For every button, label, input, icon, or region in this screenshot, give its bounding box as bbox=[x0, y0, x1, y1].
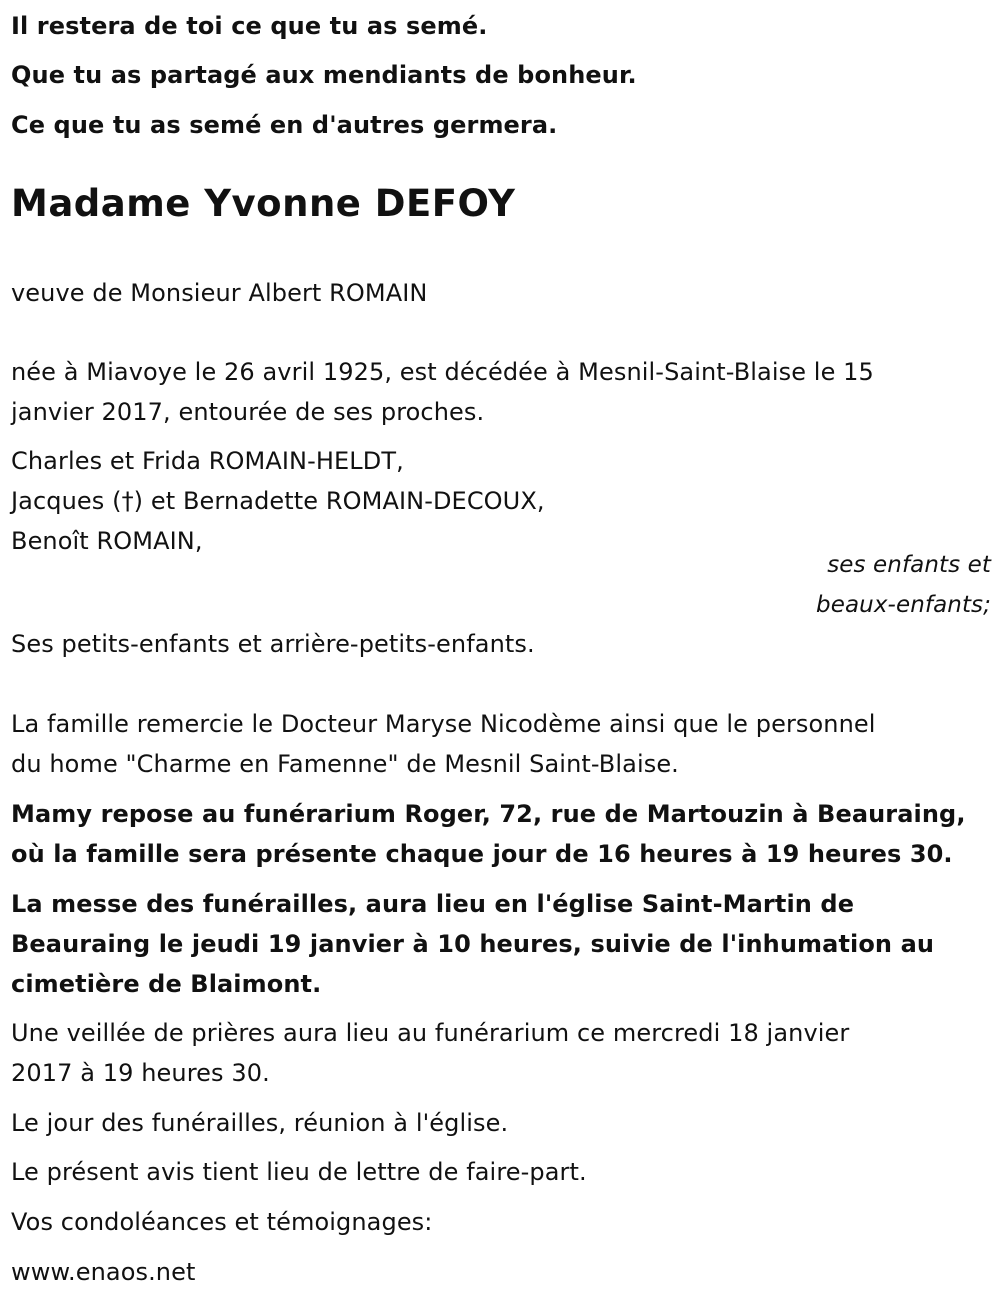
vigil-line-1: Une veillée de prières aura lieu au funérarium ce mercredi 18 janvier bbox=[11, 1019, 850, 1047]
poem-line-3: Ce que tu as semé en d'autres germera. bbox=[11, 111, 558, 139]
mass-line-3: cimetière de Blaimont. bbox=[11, 970, 322, 998]
spouse-line: veuve de Monsieur Albert ROMAIN bbox=[11, 279, 428, 307]
family-role-line-1: ses enfants et bbox=[827, 552, 991, 578]
family-role-line-2: beaux-enfants; bbox=[816, 592, 991, 618]
thanks-line-1: La famille remercie le Docteur Maryse Nicodème ainsi que le personnel bbox=[11, 710, 876, 738]
mass-line-2: Beauraing le jeudi 19 janvier à 10 heures, suivie de l'inhumation au bbox=[11, 930, 935, 958]
meeting-line: Le jour des funérailles, réunion à l'église. bbox=[11, 1109, 509, 1137]
website-link[interactable]: www.enaos.net bbox=[11, 1258, 196, 1286]
family-line-1: Charles et Frida ROMAIN-HELDT, bbox=[11, 447, 404, 475]
grandchildren-line: Ses petits-enfants et arrière-petits-enfants. bbox=[11, 630, 535, 658]
condolences-line: Vos condoléances et témoignages: bbox=[11, 1208, 433, 1236]
thanks-line-2: du home "Charme en Famenne" de Mesnil Saint-Blaise. bbox=[11, 750, 679, 778]
poem-line-2: Que tu as partagé aux mendiants de bonheur. bbox=[11, 61, 637, 89]
notice-line: Le présent avis tient lieu de lettre de faire-part. bbox=[11, 1158, 587, 1186]
family-line-3: Benoît ROMAIN, bbox=[11, 527, 203, 555]
mass-line-1: La messe des funérailles, aura lieu en l'église Saint-Martin de bbox=[11, 890, 855, 918]
birth-death-line-2: janvier 2017, entourée de ses proches. bbox=[11, 398, 485, 426]
vigil-line-2: 2017 à 19 heures 30. bbox=[11, 1059, 270, 1087]
deceased-name: Madame Yvonne DEFOY bbox=[11, 182, 516, 225]
family-line-2: Jacques (†) et Bernadette ROMAIN-DECOUX, bbox=[11, 487, 545, 515]
repose-line-1: Mamy repose au funérarium Roger, 72, rue de Martouzin à Beauraing, bbox=[11, 800, 966, 828]
repose-line-2: où la famille sera présente chaque jour de 16 heures à 19 heures 30. bbox=[11, 840, 953, 868]
birth-death-line-1: née à Miavoye le 26 avril 1925, est décédée à Mesnil-Saint-Blaise le 15 bbox=[11, 358, 874, 386]
poem-line-1: Il restera de toi ce que tu as semé. bbox=[11, 12, 488, 40]
